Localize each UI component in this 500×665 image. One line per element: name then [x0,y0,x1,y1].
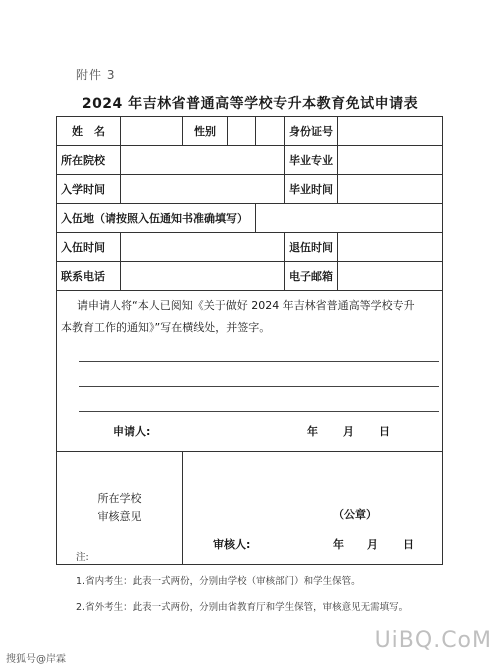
notes-title: 注: [76,552,89,563]
statement-cell [57,291,443,452]
row-school [57,146,443,175]
application-form [56,116,443,565]
major-label: 毕业专业 [285,146,338,175]
discharge-label: 退伍时间 [285,233,338,262]
row-enlist-place [57,204,443,233]
review-day: 日 [403,538,414,551]
review-label-line-1: 所在学校 [97,492,142,505]
enroll-label: 入学时间 [57,175,121,204]
row-name [57,117,443,146]
grad-field[interactable] [338,175,443,204]
row-statement [57,291,443,452]
statement-line-2: 本教育工作的通知》”写在横线处，并签字。 [61,321,271,334]
enroll-field[interactable] [121,175,285,204]
blank-cell [256,117,285,146]
note-item-1: 1.省内考生：此表一式两份，分别由学校（审核部门）和学生保管。 [76,576,361,587]
brand-watermark: UiBQ.CoM [374,628,492,653]
major-field[interactable] [338,146,443,175]
review-year: 年 [333,538,344,551]
phone-field[interactable] [121,262,285,291]
name-label: 姓 名 [57,117,121,146]
review-month: 月 [367,538,378,551]
statement-write-line-3[interactable] [79,411,439,412]
attachment-label: 附件 3 [76,68,116,82]
name-field[interactable] [121,117,183,146]
applicant-month: 月 [343,425,354,438]
enlist-place-field[interactable] [256,204,443,233]
official-seal-label: （公章） [333,508,377,521]
row-enroll [57,175,443,204]
review-label-cell [57,452,183,565]
row-enlist-time [57,233,443,262]
statement-write-line-1[interactable] [79,361,439,362]
review-label-line-2: 审核意见 [97,510,142,523]
applicant-day: 日 [379,425,390,438]
discharge-field[interactable] [338,233,443,262]
gender-field[interactable] [228,117,256,146]
enlist-time-field[interactable] [121,233,285,262]
statement-write-line-2[interactable] [79,386,439,387]
applicant-label: 申请人: [113,425,151,438]
row-phone [57,262,443,291]
row-review [57,452,443,565]
phone-label: 联系电话 [57,262,121,291]
school-label: 所在院校 [57,146,121,175]
email-label: 电子邮箱 [285,262,338,291]
note-item-2: 2.省外考生：此表一式两份，分别由省教育厅和学生保管，审核意见无需填写。 [76,602,409,613]
enlist-time-label: 入伍时间 [57,233,121,262]
email-field[interactable] [338,262,443,291]
gender-label: 性别 [183,117,228,146]
school-field[interactable] [121,146,285,175]
review-opinion-cell[interactable] [183,452,443,565]
source-watermark: 搜狐号@岸霖 [6,654,66,665]
grad-label: 毕业时间 [285,175,338,204]
reviewer-label: 审核人: [213,538,251,551]
enlist-place-label: 入伍地（请按照入伍通知书准确填写） [57,204,256,233]
id-field[interactable] [338,117,443,146]
form-title: 2024 年吉林省普通高等学校专升本教育免试申请表 [81,96,419,112]
id-label: 身份证号 [285,117,338,146]
statement-line-1: 请申请人将“本人已阅知《关于做好 2024 年吉林省普通高等学校专升 [77,299,415,312]
applicant-year: 年 [307,425,318,438]
